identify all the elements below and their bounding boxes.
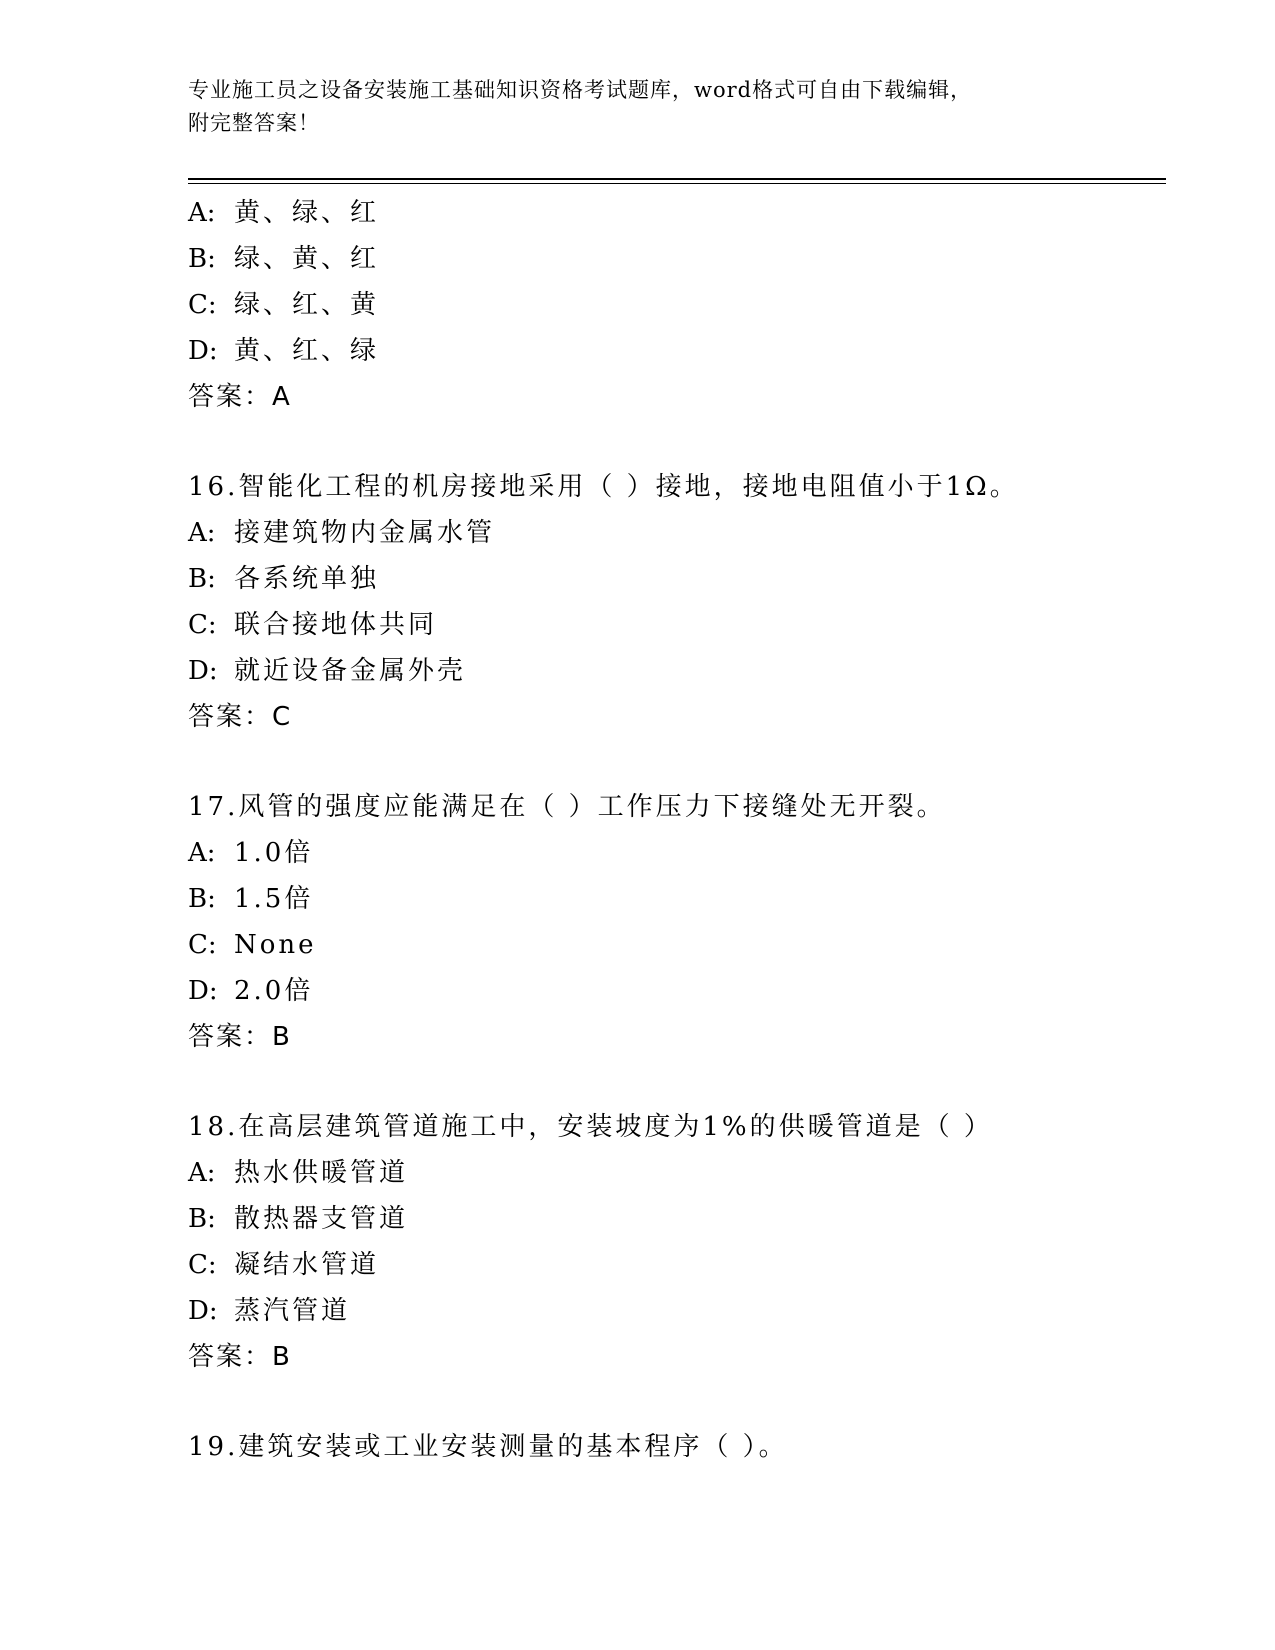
question-text: 18.在高层建筑管道施工中，安装坡度为1%的供暖管道是（ ） <box>188 1112 993 1142</box>
option-prefix: D: <box>188 336 218 366</box>
lead-question-block <box>188 190 1168 420</box>
option-c <box>188 282 1168 328</box>
question-block-18 <box>188 1104 1168 1380</box>
option-prefix: C: <box>188 1250 217 1280</box>
option-text: 散热器支管道 <box>234 1204 409 1234</box>
option-text: 接建筑物内金属水管 <box>234 518 496 548</box>
option-prefix: B: <box>188 244 216 274</box>
option-text: 黄、红、绿 <box>234 336 380 366</box>
option-text: None <box>234 930 317 960</box>
option-a <box>188 190 1168 236</box>
option-text: 2.0倍 <box>234 976 314 1006</box>
header-line-2: 附完整答案！ <box>188 111 320 135</box>
option-c <box>188 602 1168 648</box>
option-c <box>188 922 1168 968</box>
answer-line: 答案：A <box>188 382 292 412</box>
option-text: 黄、绿、红 <box>234 198 380 228</box>
option-prefix: B: <box>188 884 216 914</box>
option-a <box>188 510 1168 556</box>
option-text: 绿、黄、红 <box>234 244 380 274</box>
question-text: 19.建筑安装或工业安装测量的基本程序（ ）。 <box>188 1432 788 1462</box>
header-divider-thin <box>188 183 1166 184</box>
question-list <box>188 190 1168 1470</box>
option-b <box>188 876 1168 922</box>
option-d <box>188 1288 1168 1334</box>
option-d <box>188 648 1168 694</box>
option-text: 1.0倍 <box>234 838 314 868</box>
option-text: 1.5倍 <box>234 884 314 914</box>
option-text: 联合接地体共同 <box>234 610 438 640</box>
option-prefix: D: <box>188 976 218 1006</box>
option-a <box>188 1150 1168 1196</box>
question-block-19 <box>188 1424 1168 1470</box>
option-prefix: C: <box>188 610 217 640</box>
option-b <box>188 556 1168 602</box>
option-text: 蒸汽管道 <box>234 1296 351 1326</box>
option-b <box>188 236 1168 282</box>
option-text: 凝结水管道 <box>234 1250 380 1280</box>
option-prefix: D: <box>188 1296 218 1326</box>
option-b <box>188 1196 1168 1242</box>
option-d <box>188 968 1168 1014</box>
option-prefix: A: <box>188 1158 216 1188</box>
option-prefix: B: <box>188 564 216 594</box>
option-a <box>188 830 1168 876</box>
option-prefix: C: <box>188 930 217 960</box>
answer-line: 答案：B <box>188 1342 292 1372</box>
option-prefix: A: <box>188 838 216 868</box>
option-text: 热水供暖管道 <box>234 1158 409 1188</box>
option-text: 就近设备金属外壳 <box>234 656 467 686</box>
option-text: 各系统单独 <box>234 564 380 594</box>
question-text: 17.风管的强度应能满足在（ ）工作压力下接缝处无开裂。 <box>188 792 946 822</box>
option-prefix: D: <box>188 656 218 686</box>
option-d <box>188 328 1168 374</box>
option-prefix: A: <box>188 198 216 228</box>
header-divider-thick <box>188 178 1166 180</box>
option-prefix: B: <box>188 1204 216 1234</box>
question-block-17 <box>188 784 1168 1060</box>
document-header <box>188 74 1068 140</box>
question-block-16 <box>188 464 1168 740</box>
question-text: 16.智能化工程的机房接地采用（ ）接地，接地电阻值小于1Ω。 <box>188 472 1019 502</box>
answer-line: 答案：C <box>188 702 293 732</box>
header-line-1: 专业施工员之设备安装施工基础知识资格考试题库，word格式可自由下载编辑， <box>188 78 973 102</box>
option-c <box>188 1242 1168 1288</box>
option-text: 绿、红、黄 <box>234 290 380 320</box>
option-prefix: A: <box>188 518 216 548</box>
answer-line: 答案：B <box>188 1022 292 1052</box>
option-prefix: C: <box>188 290 217 320</box>
